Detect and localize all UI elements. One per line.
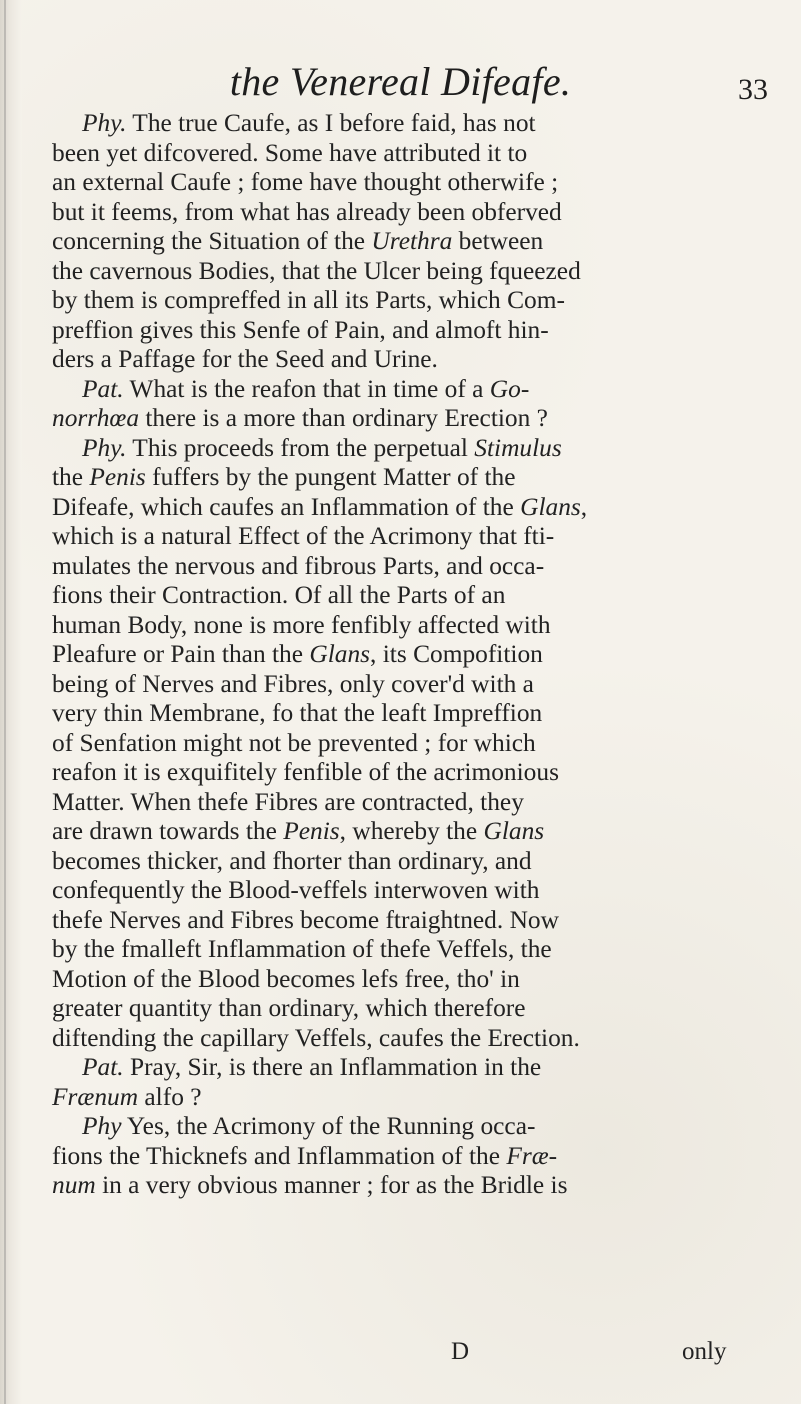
text-segment: ders a Paffage for the Seed and Urine. [52,345,438,373]
text-segment: What is the reafon that in time of a [123,374,490,403]
text-segment: fions their Contraction. Of all the Parts of an [52,581,506,609]
text-segment: Glans [309,640,371,668]
text-segment: alfo ? [138,1082,202,1111]
text-line [52,168,776,198]
text-line [52,1171,776,1201]
text-line [52,611,776,641]
text-line [52,1053,776,1083]
text-segment: Yes, the Acrimony of the Running occa- [121,1112,536,1140]
speaker-label: Phy. [82,433,127,462]
text-segment: , whereby the [339,817,484,845]
text-line [52,493,776,523]
text-line [52,198,776,228]
text-segment: , its Compofition [370,640,543,668]
gutter-shadow-line [4,0,6,1404]
text-segment: between [452,227,544,255]
signature-mark: D [451,1338,470,1365]
text-line [52,906,776,936]
text-line [52,1024,776,1054]
text-segment: Matter. When thefe Fibres are contracted, they [52,787,524,816]
text-line [52,876,776,906]
text-segment: Frænum [52,1082,139,1111]
text-line [52,1142,776,1172]
text-line [52,640,776,670]
text-segment: Pleafure or Pain than the [52,640,310,668]
text-segment: Glans [520,492,581,521]
text-line [52,994,776,1024]
text-segment: being of Nerves and Fibres, only cover'd with a [52,669,534,698]
text-segment: norrhœa [52,404,140,432]
text-segment: Difeafe, which caufes an Inflammation of the [52,492,521,521]
text-segment: reafon it is exquifitely fenfible of the acrimonious [52,758,559,786]
text-line [52,286,776,316]
text-segment: mulates the nervous and fibrous Parts, and occa- [52,551,545,580]
text-segment: concerning the Situation of the [52,227,372,255]
text-segment: very thin Membrane, fo that the leaft Impreffion [52,699,543,727]
text-line [52,788,776,818]
text-segment: fions the Thicknefs and Inflammation of the [52,1141,507,1170]
text-line [52,109,776,139]
text-line [52,965,776,995]
text-line [52,345,776,375]
text-segment: greater quantity than ordinary, which therefore [52,994,526,1022]
catchword: only [682,1338,727,1365]
text-segment: fuffers by the pungent Matter of the [145,463,516,491]
text-segment: there is a more than ordinary Erection ? [139,404,548,432]
text-segment: Pray, Sir, is there an Inflammation in the [123,1053,542,1081]
text-segment: of Senfation might not be prevented ; for which [52,728,536,757]
text-segment: preffion gives this Senfe of Pain, and almoft hin- [52,315,549,344]
text-segment: This proceeds from the perpetual [126,433,475,462]
page-number: 33 [738,73,768,106]
text-segment: becomes thicker, and fhorter than ordinary, and [52,846,532,875]
speaker-label: Pat. [82,1053,124,1081]
text-segment: human Body, none is more fenfibly affected with [52,610,551,639]
text-line [52,316,776,346]
text-segment: The true Caufe, as I before faid, has not [126,109,536,137]
text-line [52,139,776,169]
text-segment: by the fmalleft Inflammation of thefe Veffels, the [52,935,552,963]
text-segment: Urethra [371,227,453,255]
text-segment: Motion of the Blood becomes lefs free, tho' in [52,964,520,993]
text-line [52,552,776,582]
text-line [52,1112,776,1142]
text-line [52,404,776,434]
text-line [52,935,776,965]
text-line [52,758,776,788]
speaker-label: Phy [82,1112,122,1140]
speaker-label: Pat. [82,374,124,403]
text-line [52,522,776,552]
text-segment: diftending the capillary Veffels, caufes the Erection. [52,1023,580,1052]
text-segment: thefe Nerves and Fibres become ftraightned. Now [52,905,559,934]
text-segment: num [52,1171,96,1199]
text-segment: but it feems, from what has already been obferved [52,197,562,226]
text-line [52,434,776,464]
text-line [52,699,776,729]
text-line [52,729,776,759]
text-segment: the [52,463,90,491]
text-line [52,581,776,611]
text-segment: by them is compreffed in all its Parts, which Com- [52,286,565,314]
text-segment: which is a natural Effect of the Acrimony that fti- [52,522,555,550]
text-segment: , [580,492,588,521]
text-line [52,1083,776,1113]
text-segment: Penis [283,817,340,845]
text-segment: are drawn towards the [52,817,284,845]
text-line [52,847,776,877]
speaker-label: Phy. [82,109,127,137]
text-line [52,257,776,287]
text-line [52,817,776,847]
text-segment: in a very obvious manner ; for as the Bridle is [95,1171,568,1199]
text-segment: Go- [489,374,530,403]
running-head: the Venereal Difeafe. [229,59,572,104]
text-segment: Penis [89,463,146,491]
text-segment: the cavernous Bodies, that the Ulcer being fqueezed [52,256,581,285]
text-line [52,375,776,405]
text-line [52,670,776,700]
text-segment: an external Caufe ; fome have thought otherwife ; [52,168,559,196]
text-segment: confequently the Blood-veffels interwoven with [52,876,540,904]
body-text [52,109,776,1201]
text-segment: been yet difcovered. Some have attributed it to [52,138,528,167]
footer-line [0,1339,801,1375]
text-segment: Glans [483,817,545,845]
text-segment: Stimulus [474,433,562,462]
text-line [52,463,776,493]
text-segment: Fræ- [506,1141,558,1170]
text-line [52,227,776,257]
